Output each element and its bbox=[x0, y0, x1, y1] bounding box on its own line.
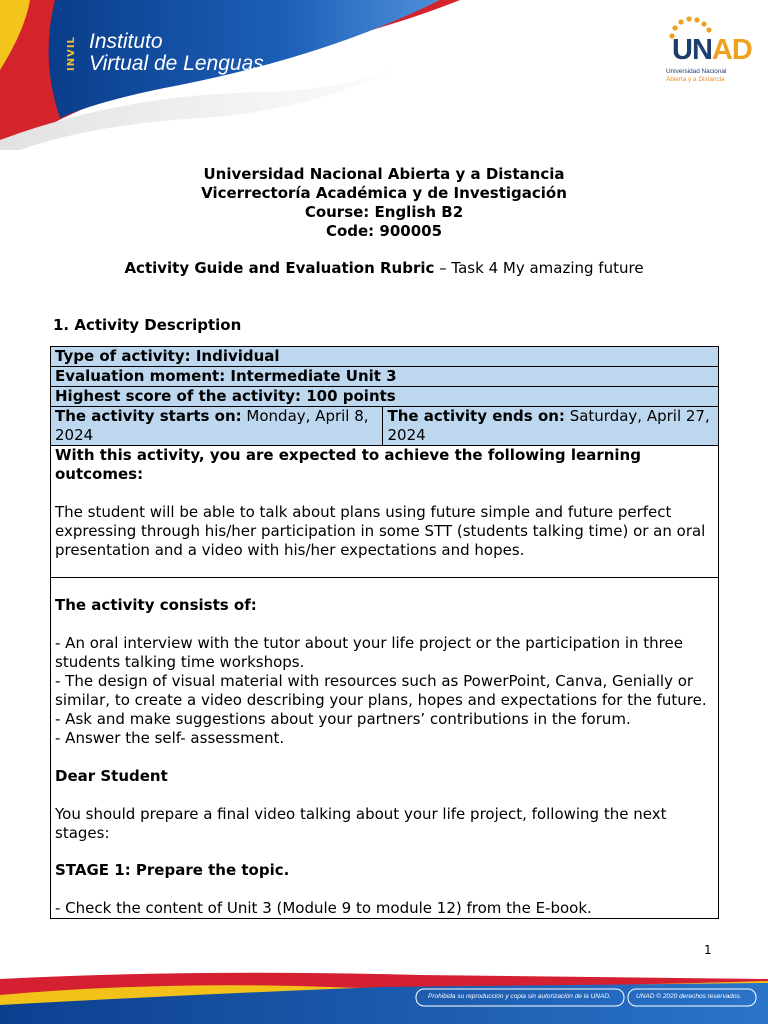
row-outcomes bbox=[51, 446, 719, 578]
prepare-text: You should prepare a final video talking about your life project, following the next stages: bbox=[55, 805, 667, 842]
stage-1-title: STAGE 1: Prepare the topic. bbox=[55, 861, 290, 879]
header-banner bbox=[0, 0, 768, 150]
outcomes-text: The student will be able to talk about plans using future simple and future perfect expressing through his/her participation in some STT (students talking time) or an oral presentation and a video with his/her expectations and hopes. bbox=[55, 503, 706, 559]
consists-title: The activity consists of: bbox=[55, 596, 257, 614]
vice-rectory-title: Vicerrectoría Académica y de Investigación bbox=[201, 184, 567, 202]
highest-score: Highest score of the activity: 100 points bbox=[51, 387, 719, 407]
consists-item-3: - Ask and make suggestions about your partners’ contributions in the forum. bbox=[55, 710, 631, 728]
row-score bbox=[51, 387, 719, 407]
university-title: Universidad Nacional Abierta y a Distancia bbox=[203, 165, 565, 183]
course-title: Course: English B2 bbox=[304, 203, 464, 221]
stage-1-item: - Check the content of Unit 3 (Module 9 to module 12) from the E-book. bbox=[55, 899, 592, 917]
course-code: Code: 900005 bbox=[325, 222, 443, 240]
activity-type: Type of activity: Individual bbox=[51, 347, 719, 367]
invil-tag: INVIL bbox=[66, 36, 77, 72]
institute-name-line2: Virtual de Lenguas bbox=[89, 52, 264, 75]
end-date: The activity ends on: Saturday, April 27, 2024 bbox=[383, 407, 719, 446]
row-moment bbox=[51, 367, 719, 387]
evaluation-moment: Evaluation moment: Intermediate Unit 3 bbox=[51, 367, 719, 387]
row-consists bbox=[51, 578, 719, 919]
consists-item-4: - Answer the self- assessment. bbox=[55, 729, 285, 747]
outcomes-title: With this activity, you are expected to achieve the following learning outcomes: bbox=[55, 446, 641, 483]
consists-item-1: - An oral interview with the tutor about your life project or the participation in three students talking time workshops. bbox=[55, 634, 683, 671]
row-dates bbox=[51, 407, 719, 446]
dear-student: Dear Student bbox=[55, 767, 168, 785]
institute-name-line1: Instituto bbox=[89, 30, 163, 53]
consists-item-2: - The design of visual material with resources such as PowerPoint, Canva, Genially or similar, to create a video describing your plans, hopes and expectations for the future. bbox=[55, 672, 707, 709]
unad-logo bbox=[662, 16, 754, 86]
activity-consists bbox=[51, 578, 719, 919]
logo-subtitle-2: Abierta y a Distancia bbox=[666, 76, 725, 83]
section-title: 1. Activity Description bbox=[53, 316, 242, 334]
activity-table bbox=[50, 346, 719, 919]
footer-note-rights: UNAD © 2020 derechos reservados. bbox=[636, 993, 742, 1000]
footer-note-copy: Prohibida su reproducción y copia sin autorización de la UNAD. bbox=[428, 993, 611, 1000]
row-type bbox=[51, 347, 719, 367]
learning-outcomes bbox=[51, 446, 719, 578]
guide-title: Activity Guide and Evaluation Rubric – Task 4 My amazing future bbox=[124, 259, 644, 277]
start-date: The activity starts on: Monday, April 8, 2024 bbox=[51, 407, 383, 446]
logo-subtitle-1: Universidad Nacional bbox=[666, 68, 727, 75]
page-number: 1 bbox=[704, 943, 712, 957]
unad-wordmark: UNAD bbox=[672, 34, 752, 66]
